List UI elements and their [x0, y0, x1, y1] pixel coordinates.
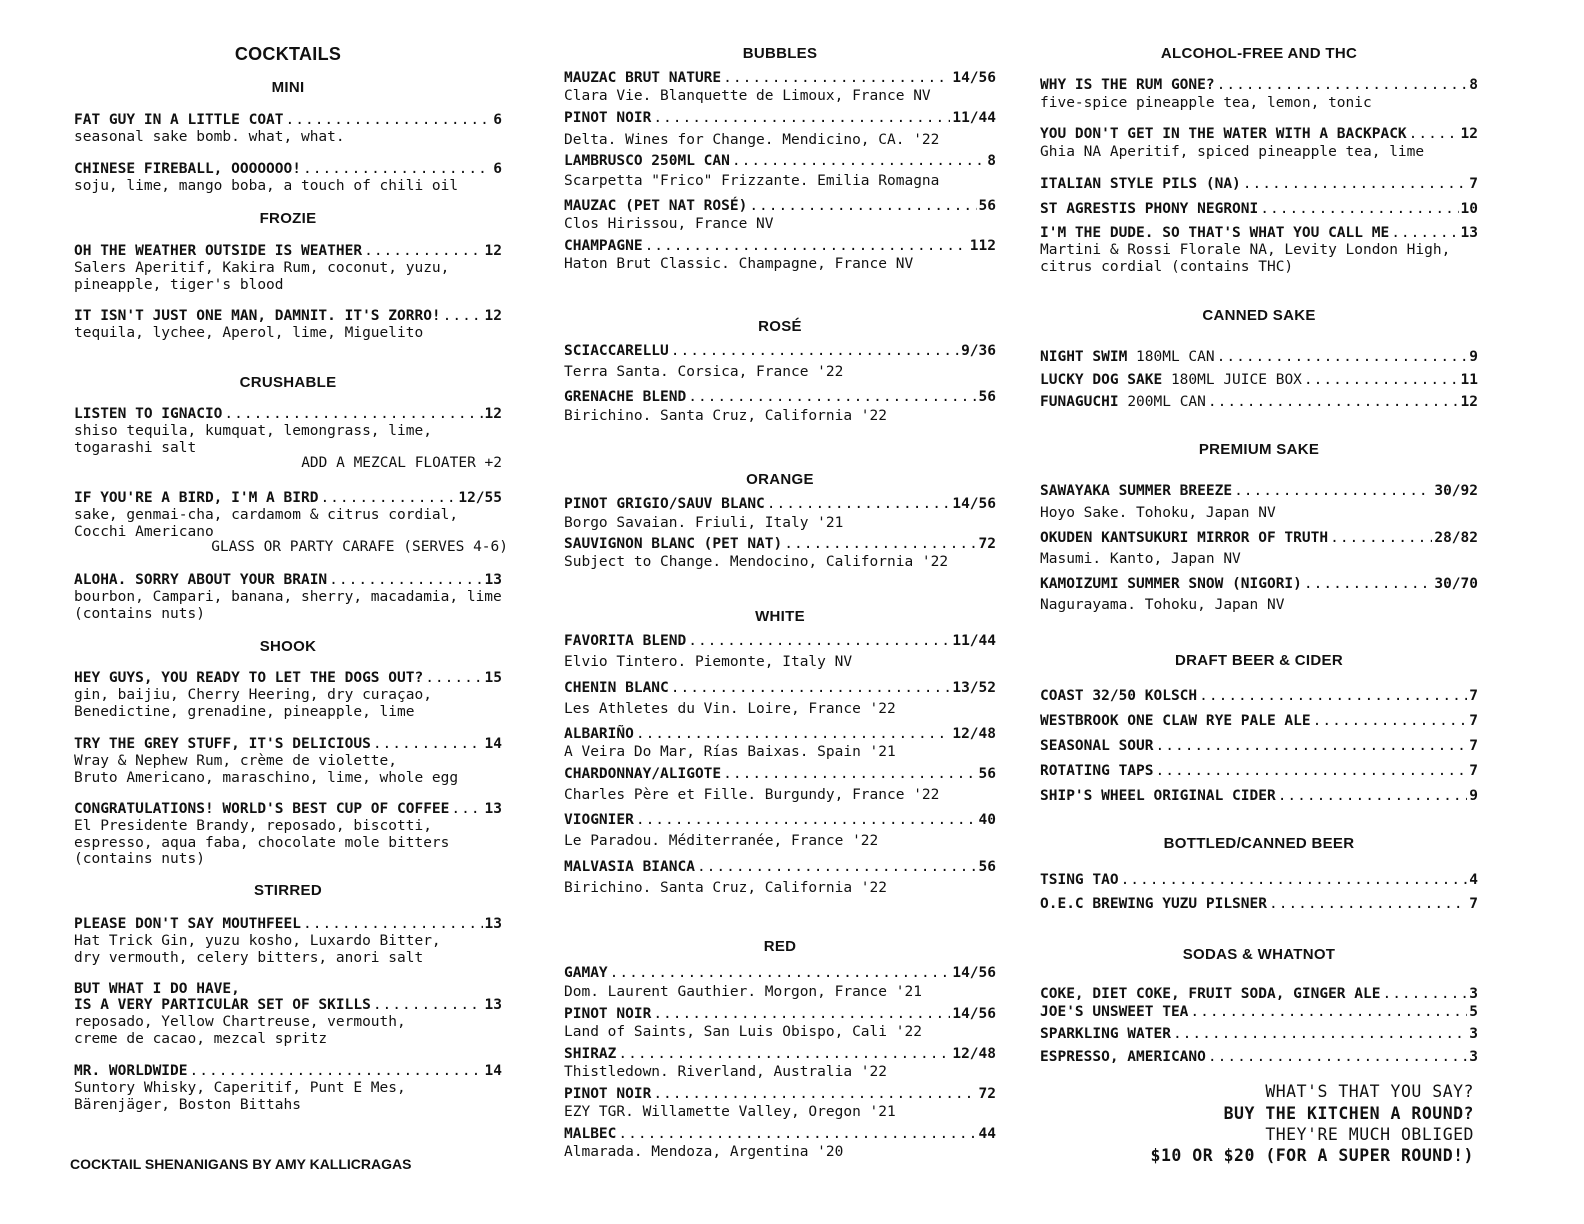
item-price: 13	[484, 916, 502, 932]
item-name: WHY IS THE RUM GONE?	[1040, 77, 1215, 93]
item-name: ALBARIÑO	[564, 726, 634, 742]
item-name: PINOT NOIR	[564, 1086, 652, 1102]
item-size: 180ML CAN	[1136, 349, 1215, 365]
item-name: I'M THE DUDE. SO THAT'S WHAT YOU CALL ME	[1040, 225, 1390, 241]
section-title-stirred: STIRRED	[254, 882, 322, 899]
item-description: A Veira Do Mar, Rías Baixas. Spain '21	[564, 744, 896, 760]
kitchen-line-4: $10 OR $20 (FOR A SUPER ROUND!)	[1150, 1146, 1474, 1165]
item-price: 14	[484, 736, 502, 752]
item-price: 7	[1469, 176, 1478, 192]
menu-item	[1040, 176, 1478, 193]
menu-item	[1040, 896, 1478, 913]
item-name: ESPRESSO, AMERICANO	[1040, 1049, 1206, 1065]
item-price: 3	[1469, 1049, 1478, 1065]
section-title-premium-sake: PREMIUM SAKE	[1198, 441, 1320, 458]
item-price: 3	[1469, 1026, 1478, 1042]
menu-item	[74, 490, 502, 507]
section-title-rose: ROSÉ	[758, 318, 802, 335]
section-title-alcohol-free: ALCOHOL-FREE AND THC	[1160, 45, 1358, 62]
item-name: MALVASIA BIANCA	[564, 859, 695, 875]
item-description: Elvio Tintero. Piemonte, Italy NV	[564, 654, 853, 670]
item-description: seasonal sake bomb. what, what.	[74, 129, 345, 145]
item-price: 15	[484, 670, 502, 686]
item-name: LUCKY DOG SAKE	[1040, 372, 1163, 388]
item-price: 12	[1460, 394, 1478, 410]
item-price: 56	[978, 198, 996, 214]
menu-item	[564, 238, 996, 255]
item-description: Clos Hirissou, France NV	[564, 216, 774, 232]
item-price: 6	[493, 112, 502, 128]
item-description: Thistledown. Riverland, Australia '22	[564, 1064, 888, 1080]
menu-item	[1040, 1026, 1478, 1043]
item-price: 72	[978, 536, 996, 552]
item-price: 8	[987, 153, 996, 169]
item-description: soju, lime, mango boba, a touch of chili oil	[74, 178, 459, 194]
item-name: FUNAGUCHI	[1040, 394, 1119, 410]
menu-item	[564, 70, 996, 87]
menu-item	[564, 680, 996, 697]
item-price: 30/70	[1434, 576, 1478, 592]
item-description: Birichino. Santa Cruz, California '22	[564, 880, 888, 896]
menu-item	[564, 726, 996, 743]
item-price: 30/92	[1434, 483, 1478, 499]
menu-item	[564, 153, 996, 170]
item-name: YOU DON'T GET IN THE WATER WITH A BACKPACK	[1040, 126, 1407, 142]
item-note: GLASS OR PARTY CARAFE (SERVES 4-6)	[211, 539, 508, 555]
item-name: SEASONAL SOUR	[1040, 738, 1154, 754]
item-price: 12/55	[458, 490, 502, 506]
item-name: PLEASE DON'T SAY MOUTHFEEL	[74, 916, 301, 932]
menu-item	[74, 308, 502, 325]
item-name: SCIACCARELLU	[564, 343, 669, 359]
section-title-mini: MINI	[271, 79, 305, 96]
menu-item	[74, 572, 502, 589]
item-price: 10	[1460, 201, 1478, 217]
menu-item	[74, 1063, 502, 1080]
item-name: IS A VERY PARTICULAR SET OF SKILLS	[74, 997, 371, 1013]
item-description: shiso tequila, kumquat, lemongrass, lime, togarashi salt	[74, 423, 432, 456]
item-price: 56	[978, 859, 996, 875]
item-name: CONGRATULATIONS! WORLD'S BEST CUP OF COFFEE	[74, 801, 450, 817]
item-price: 13	[484, 801, 502, 817]
item-name: GAMAY	[564, 965, 608, 981]
item-price: 12	[484, 406, 502, 422]
item-name: FAT GUY IN A LITTLE COAT	[74, 112, 284, 128]
section-title-draft-beer: DRAFT BEER & CIDER	[1175, 652, 1343, 669]
menu-item	[1040, 986, 1478, 1003]
item-name: KAMOIZUMI SUMMER SNOW (NIGORI)	[1040, 576, 1302, 592]
menu-item	[1040, 201, 1478, 218]
item-description: Borgo Savaian. Friuli, Italy '21	[564, 515, 844, 531]
item-price: 5	[1469, 1004, 1478, 1020]
item-price: 13/52	[952, 680, 996, 696]
menu-item	[1040, 576, 1478, 593]
item-price: 7	[1469, 763, 1478, 779]
item-note: ADD A MEZCAL FLOATER +2	[301, 455, 502, 471]
item-description: Wray & Nephew Rum, crème de violette, Bruto Americano, maraschino, lime, whole egg	[74, 753, 459, 786]
kitchen-line-1: WHAT'S THAT YOU SAY?	[1265, 1082, 1474, 1101]
item-price: 13	[484, 572, 502, 588]
menu-item	[564, 1046, 996, 1063]
menu-item	[564, 110, 996, 127]
item-price: 11/44	[952, 633, 996, 649]
section-title-crushable: CRUSHABLE	[239, 374, 337, 391]
menu-item	[564, 198, 996, 215]
item-price: 14/56	[952, 70, 996, 86]
item-name: COAST 32/50 KOLSCH	[1040, 688, 1198, 704]
item-name: LAMBRUSCO 250ML CAN	[564, 153, 730, 169]
item-name: ALOHA. SORRY ABOUT YOUR BRAIN	[74, 572, 328, 588]
item-description: sake, genmai-cha, cardamom & citrus cordial, Cocchi Americano	[74, 507, 459, 540]
item-price: 12/48	[952, 726, 996, 742]
item-description: Masumi. Kanto, Japan NV	[1040, 551, 1241, 567]
item-name: CHARDONNAY/ALIGOTE	[564, 766, 722, 782]
menu-item	[1040, 372, 1478, 389]
menu-item	[564, 1126, 996, 1143]
item-description: gin, baijiu, Cherry Heering, dry curaçao, Benedictine, grenadine, pineapple, lime	[74, 687, 432, 720]
section-title-bubbles: BUBBLES	[742, 45, 818, 62]
section-title-cocktails: COCKTAILS	[234, 44, 342, 64]
menu-item	[564, 812, 996, 829]
item-name: MALBEC	[564, 1126, 617, 1142]
item-name: O.E.C BREWING YUZU PILSNER	[1040, 896, 1267, 912]
item-price: 12	[1460, 126, 1478, 142]
item-name: SHIP'S WHEEL ORIGINAL CIDER	[1040, 788, 1276, 804]
menu-item	[564, 343, 996, 360]
item-description: EZY TGR. Willamette Valley, Oregon '21	[564, 1104, 896, 1120]
item-price: 14/56	[952, 1006, 996, 1022]
item-price: 13	[1460, 225, 1478, 241]
menu-item	[564, 1006, 996, 1023]
menu-item	[74, 161, 502, 178]
item-name: MAUZAC BRUT NATURE	[564, 70, 722, 86]
item-description: Le Paradou. Méditerranée, France '22	[564, 833, 879, 849]
item-description: Martini & Rossi Florale NA, Levity London High, citrus cordial (contains THC)	[1040, 242, 1451, 275]
item-name: TRY THE GREY STUFF, IT'S DELICIOUS	[74, 736, 371, 752]
item-description: Suntory Whisky, Caperitif, Punt E Mes, Bärenjäger, Boston Bittahs	[74, 1080, 406, 1113]
menu-item	[1040, 77, 1478, 94]
item-price: 4	[1469, 872, 1478, 888]
menu-item	[74, 801, 502, 818]
item-name: GRENACHE BLEND	[564, 389, 687, 405]
item-description: Delta. Wines for Change. Mendicino, CA. '22	[564, 132, 940, 148]
section-title-canned-sake: CANNED SAKE	[1202, 307, 1316, 324]
item-price: 11	[1460, 372, 1478, 388]
item-description: Land of Saints, San Luis Obispo, Cali '22	[564, 1024, 922, 1040]
section-title-frozie: FROZIE	[259, 210, 317, 227]
item-price: 56	[978, 389, 996, 405]
item-description: Salers Aperitif, Kakira Rum, coconut, yuzu, pineapple, tiger's blood	[74, 260, 450, 293]
item-description: reposado, Yellow Chartreuse, vermouth, creme de cacao, mezcal spritz	[74, 1014, 406, 1047]
item-price: 9	[1469, 349, 1478, 365]
item-name: SPARKLING WATER	[1040, 1026, 1171, 1042]
item-name: TSING TAO	[1040, 872, 1119, 888]
item-description: Dom. Laurent Gauthier. Morgon, France '21	[564, 984, 922, 1000]
menu-item	[1040, 225, 1478, 242]
menu-item	[74, 736, 502, 753]
item-price: 14	[484, 1063, 502, 1079]
menu-item	[74, 916, 502, 933]
item-name: SAWAYAKA SUMMER BREEZE	[1040, 483, 1233, 499]
menu-item	[1040, 872, 1478, 889]
item-price: 7	[1469, 738, 1478, 754]
item-price: 12	[484, 308, 502, 324]
item-description: Scarpetta "Frico" Frizzante. Emilia Romagna	[564, 173, 940, 189]
item-name: WESTBROOK ONE CLAW RYE PALE ALE	[1040, 713, 1311, 729]
item-description: Haton Brut Classic. Champagne, France NV	[564, 256, 914, 272]
menu-item	[1040, 1004, 1478, 1021]
menu-item	[1040, 394, 1478, 411]
item-price: 7	[1469, 896, 1478, 912]
item-description: Almarada. Mendoza, Argentina '20	[564, 1144, 844, 1160]
item-description: five-spice pineapple tea, lemon, tonic	[1040, 95, 1372, 111]
item-name: ITALIAN STYLE PILS (NA)	[1040, 176, 1241, 192]
menu-item	[1040, 1049, 1478, 1066]
menu-item	[1040, 738, 1478, 755]
item-price: 72	[978, 1086, 996, 1102]
item-price: 14/56	[952, 965, 996, 981]
item-size: 180ML JUICE BOX	[1170, 372, 1302, 388]
item-price: 56	[978, 766, 996, 782]
item-name: HEY GUYS, YOU READY TO LET THE DOGS OUT?	[74, 670, 424, 686]
item-name: OH THE WEATHER OUTSIDE IS WEATHER	[74, 243, 363, 259]
section-title-red: RED	[763, 938, 797, 955]
menu-item	[74, 406, 502, 423]
item-description: El Presidente Brandy, reposado, biscotti, espresso, aqua faba, chocolate mole bitters (contains nuts)	[74, 818, 450, 867]
item-price: 13	[484, 997, 502, 1013]
item-price: 11/44	[952, 110, 996, 126]
item-description: Hat Trick Gin, yuzu kosho, Luxardo Bitter, dry vermouth, celery bitters, anori salt	[74, 933, 441, 966]
item-name: JOE'S UNSWEET TEA	[1040, 1004, 1189, 1020]
item-name: OKUDEN KANTSUKURI MIRROR OF TRUTH	[1040, 530, 1329, 546]
menu-item	[1040, 763, 1478, 780]
menu-item	[564, 536, 996, 553]
item-price: 12	[484, 243, 502, 259]
item-price: 44	[978, 1126, 996, 1142]
item-price: 40	[978, 812, 996, 828]
menu-item	[564, 633, 996, 650]
menu-item	[1040, 688, 1478, 705]
menu-item	[74, 670, 502, 687]
item-price: 7	[1469, 713, 1478, 729]
menu-item	[1040, 788, 1478, 805]
item-description: Terra Santa. Corsica, France '22	[564, 364, 844, 380]
item-name: ST AGRESTIS PHONY NEGRONI	[1040, 201, 1259, 217]
menu-item	[564, 1086, 996, 1103]
menu-item	[1040, 713, 1478, 730]
item-name: ROTATING TAPS	[1040, 763, 1154, 779]
menu-item	[1040, 530, 1478, 547]
item-price: 3	[1469, 986, 1478, 1002]
section-title-orange: ORANGE	[746, 471, 814, 488]
item-name: SHIRAZ	[564, 1046, 617, 1062]
item-price: 12/48	[952, 1046, 996, 1062]
item-description: Ghia NA Aperitif, spiced pineapple tea, lime	[1040, 144, 1425, 160]
item-description: Clara Vie. Blanquette de Limoux, France NV	[564, 88, 931, 104]
section-title-shook: SHOOK	[259, 638, 317, 655]
item-name: FAVORITA BLEND	[564, 633, 687, 649]
item-description: tequila, lychee, Aperol, lime, Miguelito	[74, 325, 424, 341]
item-description: bourbon, Campari, banana, sherry, macadamia, lime (contains nuts)	[74, 589, 502, 622]
menu-item	[74, 243, 502, 260]
item-name: IF YOU'RE A BIRD, I'M A BIRD	[74, 490, 319, 506]
cocktail-credit: COCKTAIL SHENANIGANS BY AMY KALLICRAGAS	[70, 1156, 412, 1172]
item-description: Les Athletes du Vin. Loire, France '22	[564, 701, 896, 717]
menu-item	[564, 766, 996, 783]
item-name: CHINESE FIREBALL, OOOOOOO!	[74, 161, 301, 177]
item-price: 9	[1469, 788, 1478, 804]
item-name: CHENIN BLANC	[564, 680, 669, 696]
item-name: NIGHT SWIM	[1040, 349, 1128, 365]
menu-item	[74, 997, 502, 1014]
item-price: 9/36	[961, 343, 996, 359]
item-price: 8	[1469, 77, 1478, 93]
item-description: Charles Père et Fille. Burgundy, France '22	[564, 787, 940, 803]
item-name: SAUVIGNON BLANC (PET NAT)	[564, 536, 783, 552]
item-size: 200ML CAN	[1127, 394, 1206, 410]
item-name: MR. WORLDWIDE	[74, 1063, 188, 1079]
item-price: 7	[1469, 688, 1478, 704]
item-name-line	[74, 981, 502, 998]
item-name: PINOT GRIGIO/SAUV BLANC	[564, 496, 765, 512]
section-title-sodas: SODAS & WHATNOT	[1182, 946, 1336, 963]
item-name: LISTEN TO IGNACIO	[74, 406, 223, 422]
item-price: 112	[969, 238, 996, 254]
item-description: Subject to Change. Mendocino, California '22	[564, 554, 949, 570]
item-name: COKE, DIET COKE, FRUIT SODA, GINGER ALE	[1040, 986, 1381, 1002]
item-name: MAUZAC (PET NAT ROSÉ)	[564, 198, 748, 214]
item-name: VIOGNIER	[564, 812, 634, 828]
menu-item	[564, 496, 996, 513]
menu-item	[1040, 483, 1478, 500]
item-price: 6	[493, 161, 502, 177]
item-description: Nagurayama. Tohoku, Japan NV	[1040, 597, 1285, 613]
section-title-white: WHITE	[755, 608, 805, 625]
menu-item	[564, 965, 996, 982]
item-price: 28/82	[1434, 530, 1478, 546]
item-description: Hoyo Sake. Tohoku, Japan NV	[1040, 505, 1276, 521]
item-name: IT ISN'T JUST ONE MAN, DAMNIT. IT'S ZORRO!	[74, 308, 441, 324]
menu-item	[1040, 126, 1478, 143]
item-price: 14/56	[952, 496, 996, 512]
menu-item	[564, 859, 996, 876]
item-name: PINOT NOIR	[564, 1006, 652, 1022]
menu-item	[564, 389, 996, 406]
kitchen-line-3: THEY'RE MUCH OBLIGED	[1265, 1125, 1474, 1144]
item-description: Birichino. Santa Cruz, California '22	[564, 408, 888, 424]
kitchen-line-2: BUY THE KITCHEN A ROUND?	[1223, 1104, 1474, 1123]
item-name: CHAMPAGNE	[564, 238, 643, 254]
section-title-bottled-beer: BOTTLED/CANNED BEER	[1163, 835, 1355, 852]
item-name: BUT WHAT I DO HAVE,	[74, 981, 240, 997]
menu-item	[1040, 349, 1478, 366]
menu-item	[74, 112, 502, 129]
item-name: PINOT NOIR	[564, 110, 652, 126]
